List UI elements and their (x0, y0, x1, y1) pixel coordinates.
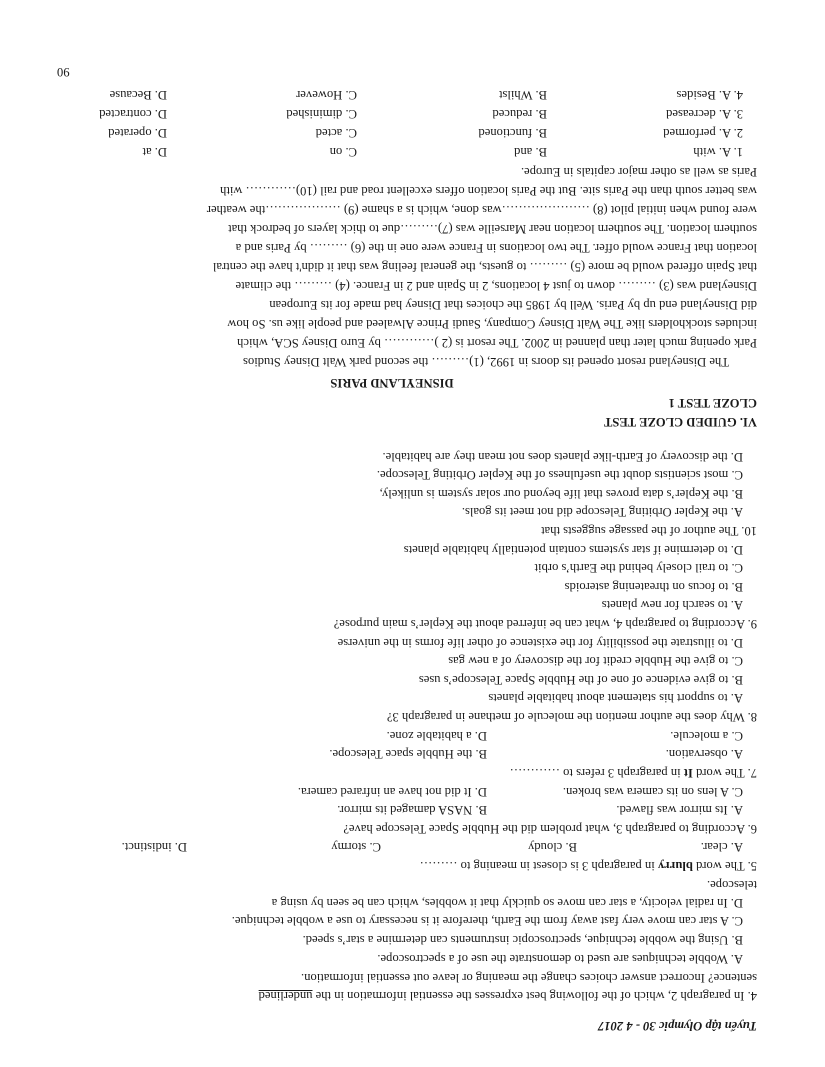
section-title: VI. GUIDED CLOZE TEST (603, 415, 757, 429)
q6-option-d: D. It did not have an infrared camera. (297, 785, 487, 799)
q5-stem-rest: in paragraph 3 is closest in meaning to ……… (419, 859, 658, 873)
passage-line-3: includes stockholders like The Walt Disney Company, Saudi Prince Alwaleed and people like us. So how (227, 317, 757, 331)
answer-2-c: C. acted (315, 126, 357, 140)
q7-option-a: A. observation. (665, 747, 743, 761)
q9-stem: 9. According to paragraph 4, what can be inferred about the Kepler’s main purpose? (333, 617, 757, 631)
answer-3-c: C. diminished (286, 107, 357, 121)
q8-stem: 8. Why does the author mention the molecule of methane in paragraph 3? (386, 710, 757, 724)
passage-line-6: that Spain offered would be more (5) ……… to guests, the general feeling was that it didn't have the central (212, 260, 757, 274)
book-header: Tuyển tập Olympic 30 - 4 2017 (597, 1019, 757, 1033)
answer-3-a: 3. A. decreased (666, 107, 743, 121)
q9-option-a: A. to search for new planets (601, 598, 743, 612)
q7-option-b: B. the Hubble space Telescope. (329, 747, 487, 761)
answer-4-c: C. However (296, 88, 357, 102)
q9-option-d: D. to determine if star systems contain potentially habitable planets (403, 543, 743, 557)
passage-title: DISNEYLAND PARIS (330, 376, 454, 390)
q4-stem-text: 4. In paragraph 2, which of the following best expresses the essential information in the (312, 989, 757, 1003)
q10-option-d: D. the discovery of Earth-like planets does not mean they are habitable. (382, 450, 743, 464)
q7-option-c: C. a molecule. (670, 729, 743, 743)
q7-option-d: D. a habitable zone. (386, 729, 487, 743)
answer-2-b: B. functioned (478, 126, 547, 140)
q6-option-b: B. NASA damaged its mirror. (337, 803, 487, 817)
q8-option-b: B. to give evidence of one of the Hubble Space Telescope’s uses (418, 673, 743, 687)
q10-option-a: A. the Kepler Orbiting Telescope did not meet its goals. (461, 505, 743, 519)
section-subtitle: CLOZE TEST 1 (668, 396, 757, 410)
passage-line-8: southern location. The southern location near Marseille was (7)………due to thick layers of bedrock that (228, 222, 757, 236)
q8-option-d: D. to illustrate the possibility for the existence of other life forms in the universe (337, 636, 743, 650)
q10-option-c: C. most scientists doubt the usefulness of the Kepler Orbiting Telescope. (376, 468, 743, 482)
q4-option-c: C. A star can move very fast away from the Earth, therefore it is necessary to use a wobble technique. (231, 914, 743, 928)
answer-3-d: D. contracted (99, 107, 167, 121)
q4-stem-line2: sentence? Incorrect answer choices change the meaning or leave out essential information. (301, 971, 757, 985)
q8-option-a: A. to support his statement about habitable planets (488, 691, 743, 705)
q5-option-b: B. cloudy (528, 840, 577, 854)
passage-line-1: The Disneyland resort opened its doors in 1992, (1)……… the second park Walt Disney Studios (243, 355, 729, 369)
q7-stem (510, 763, 757, 782)
answer-4-a: 4. A. Besides (676, 88, 743, 102)
passage-line-11: Paris as well as other major capitals in Europe. (520, 165, 757, 179)
q10-stem: 10. The author of the passage suggests that (541, 524, 757, 538)
q10-option-b: B. the Kepler’s data proves that life beyond our solar system is unlikely, (379, 487, 743, 501)
q5-stem (420, 856, 757, 875)
answer-4-b: B. Whilst (498, 88, 547, 102)
q5-option-c: C. stormy (331, 840, 381, 854)
q4-option-a: A. Wobble techniques are used to demonstrate the use of a spectroscope. (377, 952, 743, 966)
answer-1-a: 1. A. with (693, 145, 743, 159)
q4-stem-underlined: underlined (258, 989, 313, 1003)
answer-1-b: B. and (514, 145, 547, 159)
passage-line-7: location that France would offer. The two locations in France were one in the (6) ……… by Paris and a (235, 241, 757, 255)
passage-line-10: was better south than the Paris site. But the Paris location offers excellent road and rail (10)………… with (220, 184, 757, 198)
q6-option-c: C. A lens on its camera was broken. (562, 785, 743, 799)
q9-option-b: B. to focus on threatening asteroids (564, 580, 743, 594)
passage-line-9: were found when initial pilot (8) …………………was done, which is a shame (9) ………………the weather (206, 203, 757, 217)
q7-stem-text: 7. The word (692, 766, 757, 780)
answer-2-a: 2. A. performed (663, 126, 743, 140)
passage-line-5: Disneyland was (3) ……… down to just 4 locations, 2 in Spain and 2 in France. (4) ……… the climate (235, 279, 757, 293)
q9-option-c: C. to trail closely behind the Earth’s orbit (534, 561, 743, 575)
q4-option-d-cont: telescope. (707, 878, 757, 892)
q5-option-d: D. indistinct. (121, 840, 187, 854)
q4-stem-line1 (259, 986, 757, 1005)
q6-option-a: A. Its mirror was flawed. (616, 803, 743, 817)
answer-4-d: D. Because (109, 88, 167, 102)
q7-keyword: It (683, 766, 693, 780)
q7-stem-rest: in paragraph 3 refers to ………… (509, 766, 684, 780)
q6-stem: 6. According to paragraph 3, what problem did the Hubble Space Telescope have? (343, 822, 757, 836)
page-number: 90 (57, 65, 70, 79)
q4-option-d: D. In radial velocity, a star can move so quickly that it wobbles, which can be seen by using a (271, 896, 743, 910)
answer-3-b: B. reduced (492, 107, 547, 121)
answer-2-d: D. operated (108, 126, 167, 140)
q5-stem-text: 5. The word (692, 859, 757, 873)
q8-option-c: C. to give the Hubble credit for the discovery of a new gas (448, 654, 743, 668)
q5-keyword: blurry (657, 859, 693, 873)
answer-1-d: D. at (142, 145, 167, 159)
answer-1-c: C. on (329, 145, 357, 159)
passage-line-4: did Disneyland end up by Paris. Well by 1985 the choices that Disney had made for its European (269, 298, 757, 312)
q5-option-a: A. clear. (700, 840, 743, 854)
q4-option-b: B. Using the wobble technique, spectroscopic instruments can determine a star’s speed. (302, 933, 743, 947)
passage-line-2: Park opening much later than planned in 2002. The resort is (2 )………… by Euro Disney SCA, which (237, 336, 757, 350)
